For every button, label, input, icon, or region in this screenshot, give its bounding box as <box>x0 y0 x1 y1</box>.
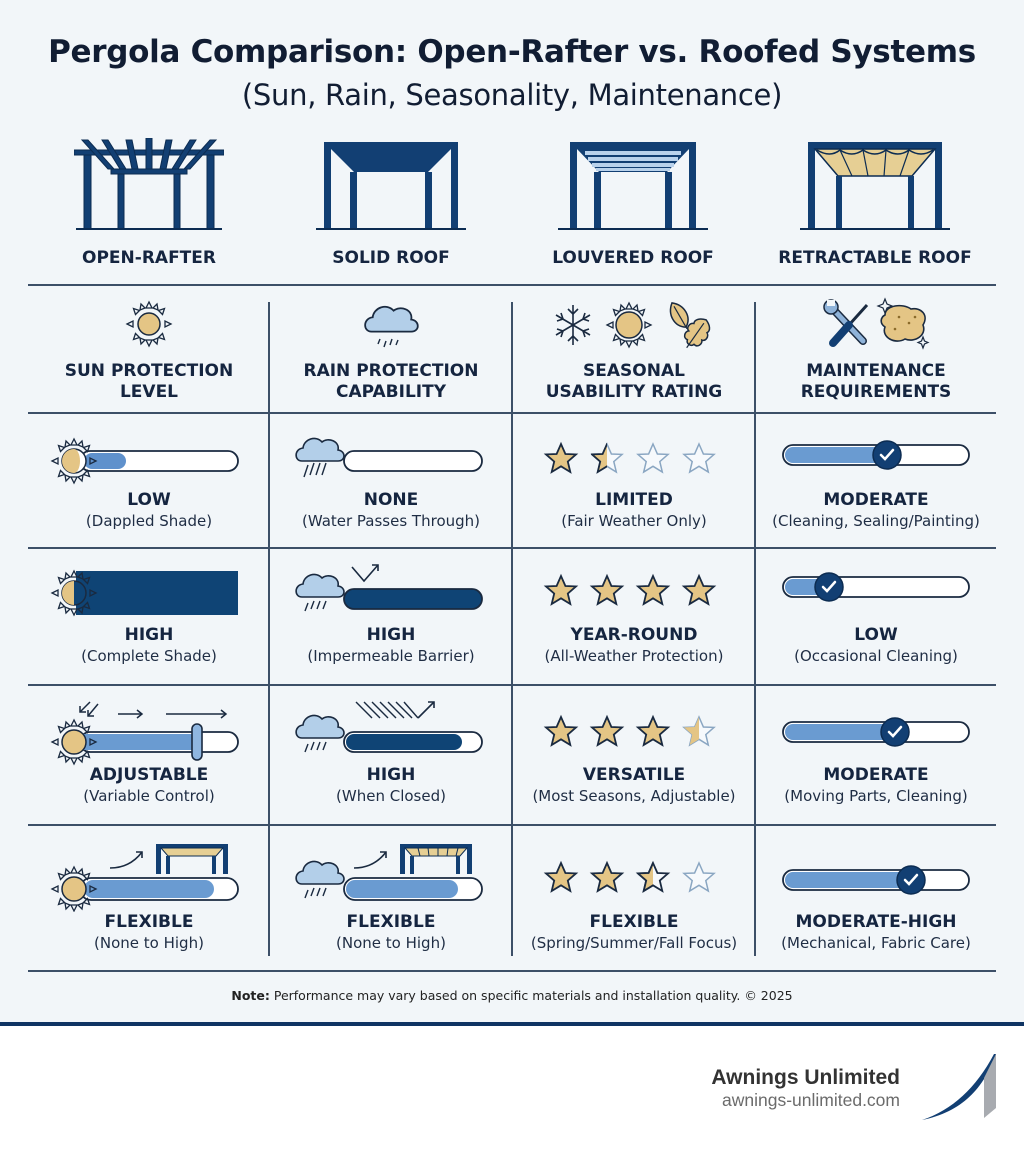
louvered-roof-pergola-icon <box>558 138 708 238</box>
type-louvered-roof <box>512 138 754 284</box>
star-rating-2-5 <box>539 858 729 898</box>
criterion-rain: RAIN PROTECTION CAPABILITY <box>270 285 512 412</box>
sun-adjustable-meter <box>50 696 260 766</box>
cell-open-rafter-season: LIMITED (Fair Weather Only) <box>513 413 755 547</box>
maintenance-slider <box>781 860 981 900</box>
cell-retractable-rain: FLEXIBLE (None to High) <box>270 826 512 971</box>
sun-flexible-meter <box>50 838 260 912</box>
cell-louvered-season: VERSATILE (Most Seasons, Adjustable) <box>513 686 755 824</box>
cell-solid-roof-maintenance: LOW (Occasional Cleaning) <box>755 549 997 684</box>
cell-louvered-sun: ADJUSTABLE (Variable Control) <box>28 686 270 824</box>
brand-url-link[interactable]: awnings-unlimited.com <box>722 1090 900 1110</box>
rain-high-meter <box>294 561 494 619</box>
type-label: OPEN-RAFTER <box>82 248 216 268</box>
criterion-sun: SUN PROTECTION LEVEL <box>28 285 270 412</box>
maintenance-slider <box>781 567 981 607</box>
maintenance-slider <box>781 712 981 752</box>
cell-retractable-sun: FLEXIBLE (None to High) <box>28 826 270 971</box>
cell-open-rafter-sun: LOW (Dappled Shade) <box>28 413 270 547</box>
cell-solid-roof-season: YEAR-ROUND (All-Weather Protection) <box>513 549 755 684</box>
sun-icon <box>124 299 174 349</box>
type-label: RETRACTABLE ROOF <box>778 248 972 268</box>
cell-louvered-maintenance: MODERATE (Moving Parts, Cleaning) <box>755 686 997 824</box>
type-open-rafter <box>28 138 270 284</box>
sparkle-icon <box>918 337 928 348</box>
star-rating-1-5 <box>539 439 729 479</box>
brand-name: Awnings Unlimited <box>711 1066 900 1089</box>
maintenance-slider <box>781 435 981 475</box>
star-rating-3-5 <box>539 712 729 752</box>
sponge-icon <box>881 306 925 341</box>
footnote <box>0 988 1024 1003</box>
type-label: LOUVERED ROOF <box>552 248 714 268</box>
criterion-season: SEASONAL USABILITY RATING <box>513 285 755 412</box>
sun-low-meter <box>50 435 250 485</box>
type-label: SOLID ROOF <box>332 248 450 268</box>
mini-pergola-icon <box>156 844 228 874</box>
type-solid-roof <box>270 138 512 284</box>
note-text: Performance may vary based on specific materials and installation quality. © 2025 <box>269 988 793 1003</box>
cell-open-rafter-maintenance: MODERATE (Cleaning, Sealing/Painting) <box>755 413 997 547</box>
cell-retractable-maintenance: MODERATE-HIGH (Mechanical, Fabric Care) <box>755 826 997 971</box>
seasons-icon <box>551 297 721 352</box>
cell-solid-roof-rain: HIGH (Impermeable Barrier) <box>270 549 512 684</box>
retractable-roof-pergola-icon <box>800 138 950 238</box>
footer-rule <box>0 1022 1024 1026</box>
cell-louvered-rain: HIGH (When Closed) <box>270 686 512 824</box>
cell-retractable-season: FLEXIBLE (Spring/Summer/Fall Focus) <box>513 826 755 971</box>
page-title: Pergola Comparison: Open-Rafter vs. Roofed Systems <box>48 34 976 70</box>
criterion-maintenance: MAINTENANCE REQUIREMENTS <box>755 285 997 412</box>
cell-solid-roof-sun: HIGH (Complete Shade) <box>28 549 270 684</box>
rain-none-meter <box>294 433 494 483</box>
note-label: Note: <box>231 988 270 1003</box>
solid-roof-pergola-icon <box>316 138 466 238</box>
rain-high-closed-meter <box>294 696 494 766</box>
mini-louvered-pergola-icon <box>400 844 472 874</box>
sun-high-meter <box>50 567 250 617</box>
pergola-type-row <box>28 138 996 284</box>
open-rafter-pergola-icon <box>74 138 224 238</box>
snowflake-icon <box>556 305 590 345</box>
cell-open-rafter-rain: NONE (Water Passes Through) <box>270 413 512 547</box>
brand-logo-swoosh-icon <box>918 1052 1000 1122</box>
rain-cloud-icon <box>360 303 420 353</box>
rain-flexible-meter <box>294 838 494 912</box>
page-subtitle: (Sun, Rain, Seasonality, Maintenance) <box>241 78 783 112</box>
tools-sponge-icon <box>823 297 933 352</box>
type-retractable-roof <box>754 138 996 284</box>
star-rating-4 <box>539 571 729 611</box>
